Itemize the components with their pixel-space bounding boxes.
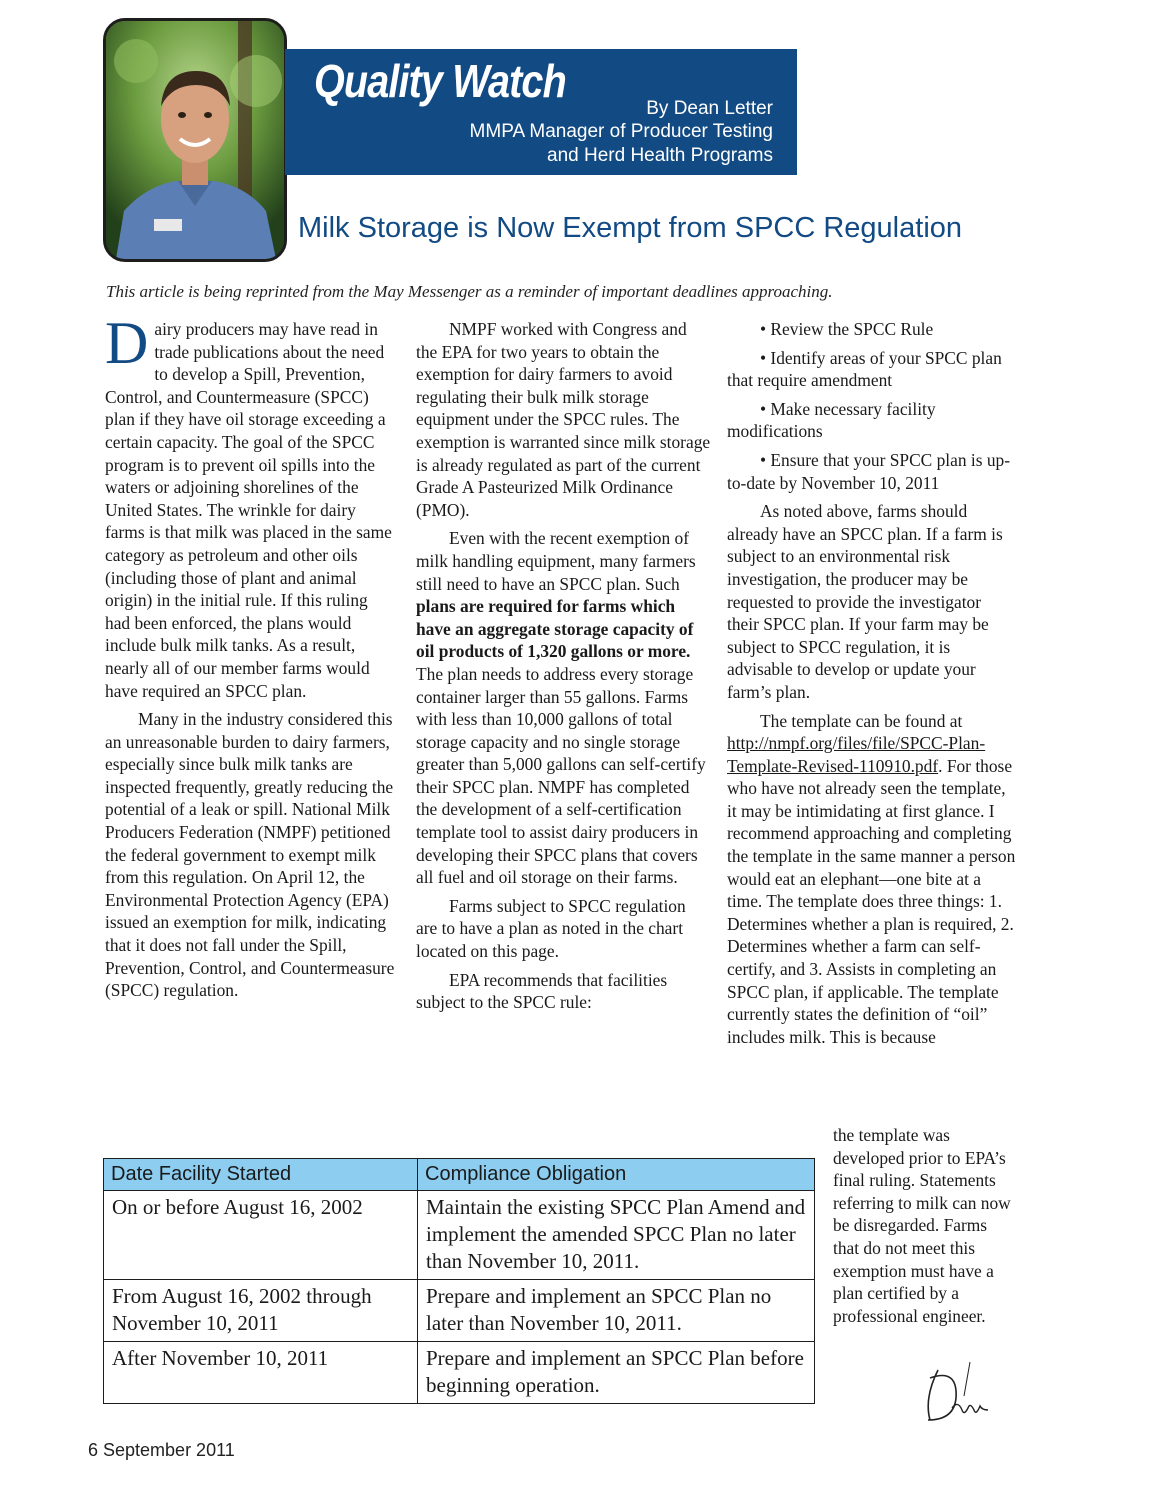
paragraph bbox=[105, 310, 395, 702]
table-header-cell: Date Facility Started bbox=[104, 1159, 418, 1191]
paragraph bbox=[727, 710, 1017, 1049]
paragraph-text: The template can be found at bbox=[760, 710, 963, 731]
table-cell: Prepare and implement an SPCC Plan no later than November 10, 2011. bbox=[418, 1280, 815, 1342]
paragraph-text: Even with the recent exemption of milk handling equipment, many farmers still need to have an SPCC plan. Such bbox=[416, 528, 696, 594]
table-cell: From August 16, 2002 through November 10, 2011 bbox=[104, 1280, 418, 1342]
table-cell: Prepare and implement an SPCC Plan before beginning operation. bbox=[418, 1342, 815, 1404]
bullet-item: • Ensure that your SPCC plan is up-to-date by November 10, 2011 bbox=[727, 449, 1011, 493]
table-cell: After November 10, 2011 bbox=[104, 1342, 418, 1404]
compliance-table bbox=[103, 1158, 815, 1404]
signature-icon bbox=[918, 1358, 990, 1428]
author-role-line2: and Herd Health Programs bbox=[547, 145, 773, 166]
bullet-item: • Review the SPCC Rule bbox=[760, 319, 934, 339]
author-photo bbox=[103, 18, 287, 262]
article-headline: Milk Storage is Now Exempt from SPCC Regulation bbox=[298, 212, 963, 244]
article-column-3 bbox=[727, 318, 1017, 1054]
article-column-2 bbox=[416, 318, 711, 1020]
article-column-1 bbox=[105, 310, 395, 1008]
author-role-line1: MMPA Manager of Producer Testing bbox=[469, 121, 773, 142]
table-row bbox=[104, 1342, 815, 1404]
paragraph: EPA recommends that facilities subject to the SPCC rule: bbox=[416, 969, 668, 1013]
paragraph-text: . For those who have not already seen the template, it may be intimidating at first glance. I recommend approaching and completing the template in the same manner a person would eat an elephant—one bite at a time. The template does three things: 1. Determines whether a plan is required, 2. Determines whether a farm can self-certify, and 3. Assists in completing an SPCC plan, if applicable. The template currently states the definition of “oil” includes milk. This is because bbox=[727, 755, 1016, 1047]
byline: By Dean Letter bbox=[646, 98, 773, 119]
template-link[interactable]: http://nmpf.org/files/file/SPCC-Plan-Template-Revised-110910.pdf bbox=[727, 733, 986, 776]
table-cell: Maintain the existing SPCC Plan Amend and implement the amended SPCC Plan no later than November 10, 2011. bbox=[418, 1191, 815, 1280]
table-header-row bbox=[104, 1159, 815, 1191]
table-cell: On or before August 16, 2002 bbox=[104, 1191, 418, 1280]
paragraph: Farms subject to SPCC regulation are to have a plan as noted in the chart located on this page. bbox=[416, 895, 686, 962]
paragraph: As noted above, farms should already have an SPCC plan. If a farm is subject to an environmental risk investigation, the producer may be requested to provide the investigator their SPCC plan. If your farm may be subject to SPCC regulation, it is advisable to develop or update your farm’s plan. bbox=[727, 501, 1003, 702]
column-3-continuation: the template was developed prior to EPA’s final ruling. Statements referring to milk can now be disregarded. Farms that do not meet this exemption must have a plan certified by a professional engineer. bbox=[833, 1125, 1011, 1326]
paragraph-text: The plan needs to address every storage container larger than 55 gallons. Farms with less than 10,000 gallons of total storage capacity and no single storage greater than 5,000 gallons can self-certify their SPCC plan. NMPF has completed the development of a self-certification template tool to assist dairy producers in developing their SPCC plans that covers all fuel and oil storage on their farms. bbox=[416, 663, 706, 888]
table-row bbox=[104, 1191, 815, 1280]
table-header-cell: Compliance Obligation bbox=[418, 1159, 815, 1191]
page-footer: 6 September 2011 bbox=[88, 1440, 235, 1460]
drop-cap: D bbox=[105, 310, 149, 376]
table-row bbox=[104, 1280, 815, 1342]
author-portrait-icon bbox=[106, 21, 284, 259]
intro-note: This article is being reprinted from the May Messenger as a reminder of important deadlines approaching. bbox=[106, 282, 833, 301]
emphasis-text: plans are required for farms which have an aggregate storage capacity of oil products of 1,320 gallons or more. bbox=[416, 596, 694, 662]
paragraph bbox=[416, 527, 711, 889]
paragraph: NMPF worked with Congress and the EPA for two years to obtain the exemption for dairy farmers to avoid regulating their bulk milk storage equipment under the SPCC rules. The exemption is warranted since milk storage is already regulated as part of the current Grade A Pasteurized Milk Ordinance (PMO). bbox=[416, 319, 711, 520]
paragraph: Many in the industry considered this an unreasonable burden to dairy farmers, especially since bulk milk tanks are inspected frequently, greatly reducing the potential of a leak or spill. National Milk Producers Federation (NMPF) petitioned the federal government to exempt milk from this regulation. On April 12, the Environmental Protection Agency (EPA) issued an exemption for milk, indicating that it does not fall under the Spill, Prevention, Control, and Countermeasure (SPCC) regulation. bbox=[105, 709, 395, 1001]
paragraph-text: airy producers may have read in trade publications about the need to develop a Spill, Prevention, Control, and Countermeasure (SPCC) plan if they have oil storage exceeding a certain capacity. The goal of the SPCC program is to prevent oil spills into the waters or adjoining shorelines of the United States. The wrinkle for dairy farms is that milk was placed in the same category as petroleum and other oils (including those of plant and animal origin) in the initial rule. If this ruling had been enforced, the plans would include bulk milk tanks. As a result, nearly all of our member farms would have required an SPCC plan. bbox=[105, 319, 392, 701]
author-signature bbox=[918, 1358, 990, 1433]
column-title: Quality Watch bbox=[314, 55, 566, 107]
bullet-item: • Make necessary facility modifications bbox=[727, 398, 936, 442]
bullet-item: • Identify areas of your SPCC plan that require amendment bbox=[727, 347, 1002, 391]
